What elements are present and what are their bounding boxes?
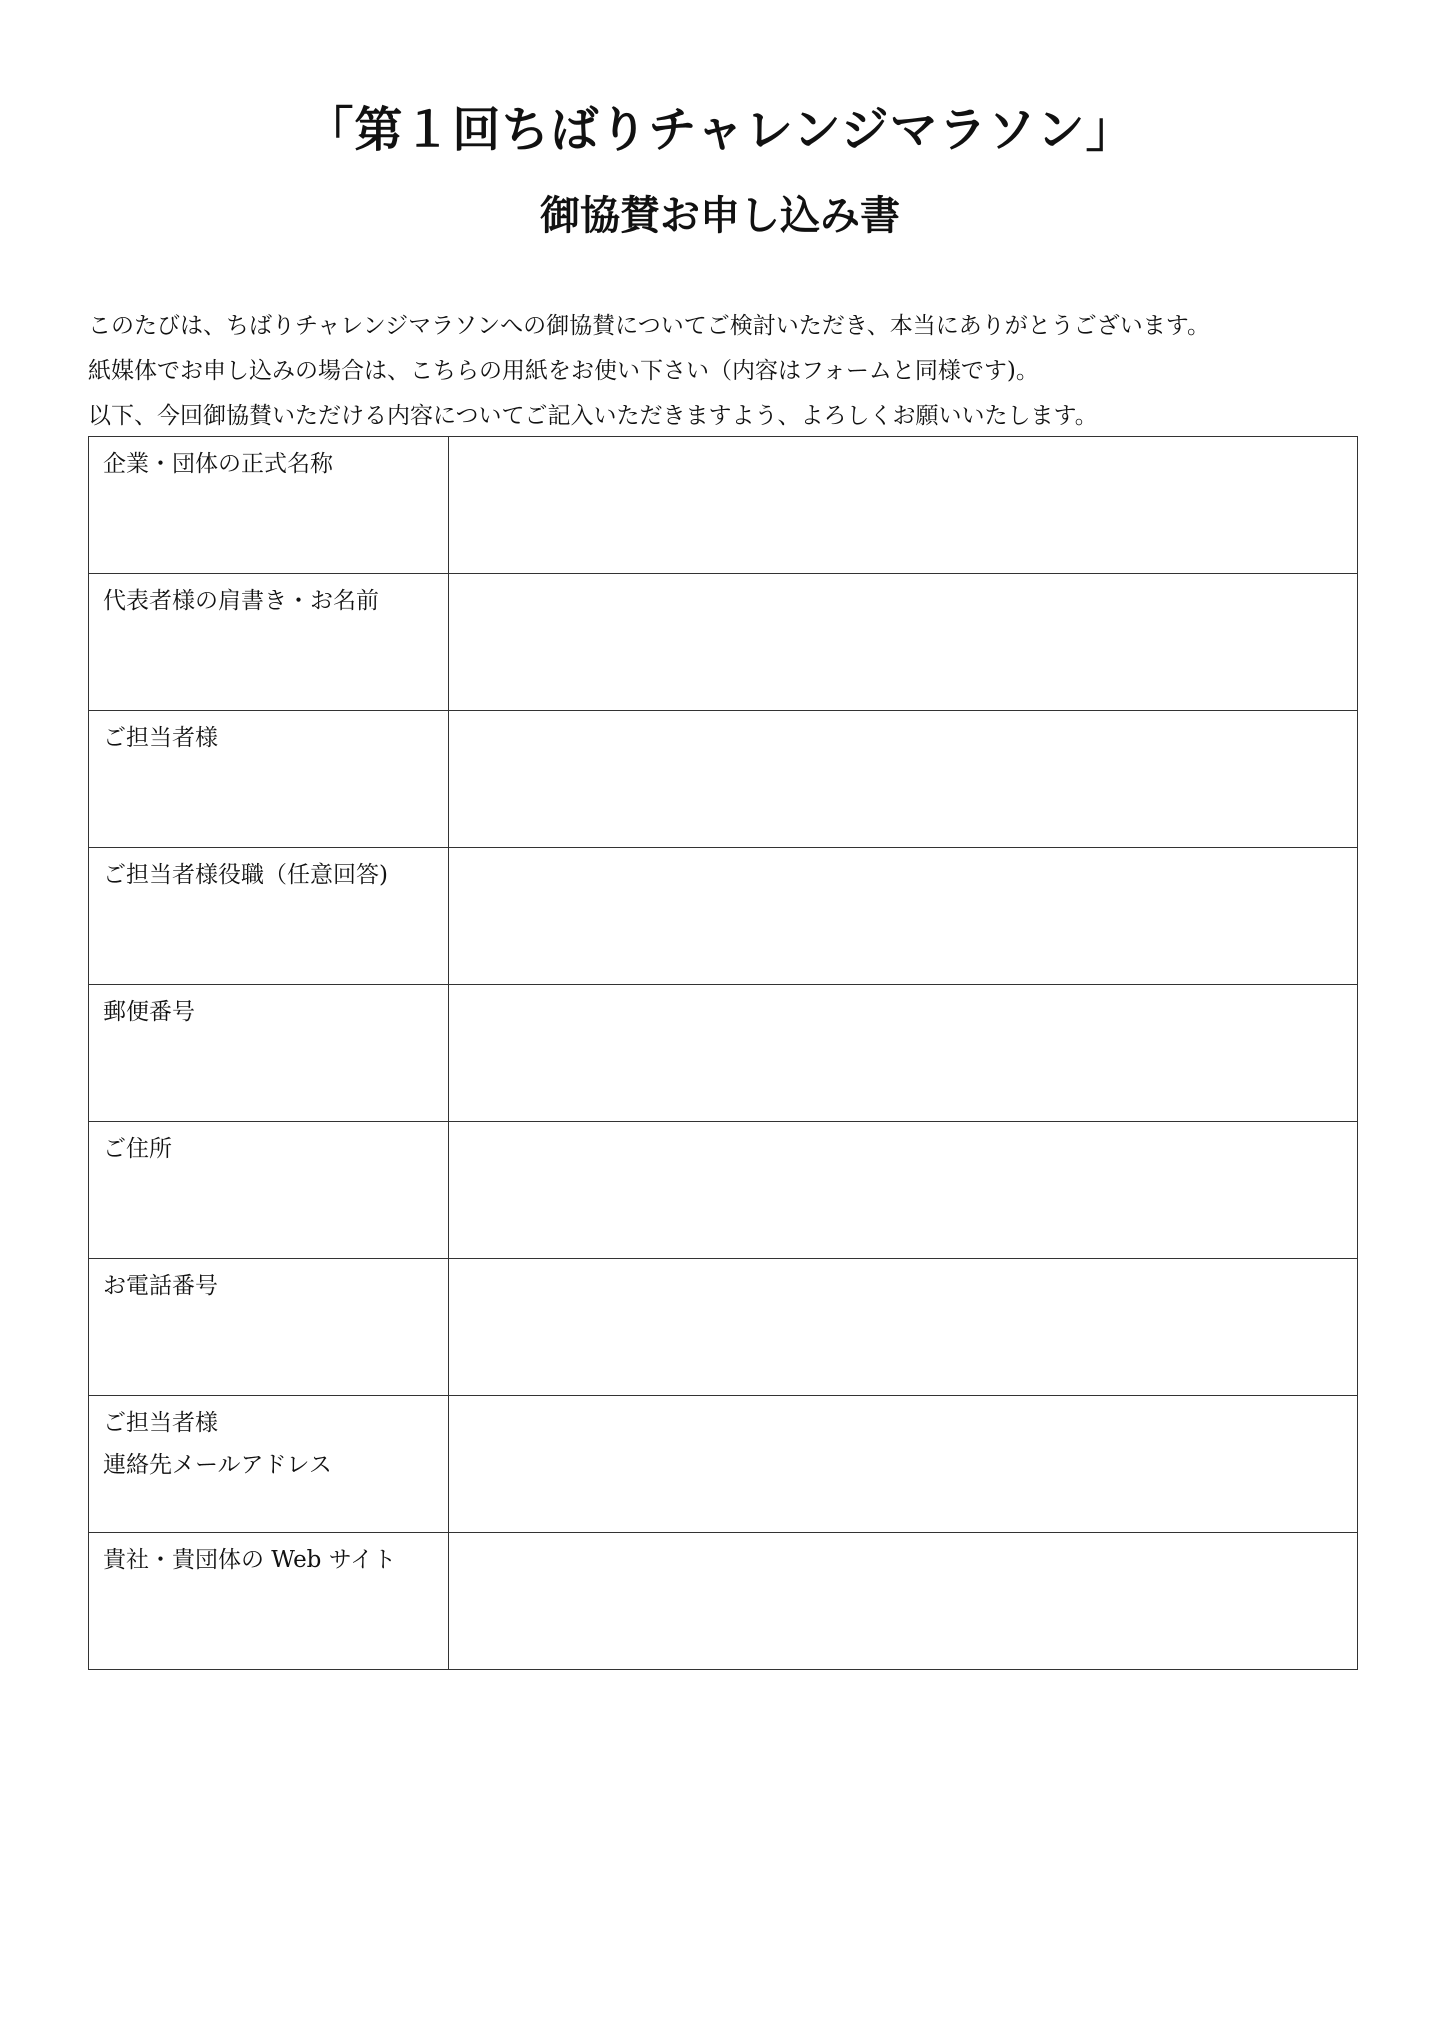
form-label-line: 企業・団体の正式名称 (103, 451, 333, 477)
form-label-line: ご担当者様役職（任意回答) (103, 862, 388, 888)
form-row-representative (89, 574, 1358, 711)
form-label (89, 1533, 449, 1670)
address-field[interactable] (449, 1122, 1358, 1259)
application-form-table (88, 436, 1358, 1670)
document-subtitle: 御協賛お申し込み書 (540, 193, 900, 239)
form-label (89, 437, 449, 574)
form-label (89, 848, 449, 985)
form-label-line: 連絡先メールアドレス (103, 1452, 332, 1478)
form-label-line: ご担当者様 (103, 725, 218, 751)
form-row-contact-title (89, 848, 1358, 985)
contact-person-field[interactable] (449, 711, 1358, 848)
company-name-field[interactable] (449, 437, 1358, 574)
form-label-line: ご住所 (103, 1136, 172, 1162)
document-title: 「第１回ちばりチャレンジマラソン」 (305, 102, 1135, 158)
intro-line: 以下、今回御協賛いただける内容についてご記入いただきますよう、よろしくお願いいたします。 (88, 403, 1098, 429)
form-row-contact-person (89, 711, 1358, 848)
intro-text (88, 304, 1368, 439)
form-label-line: 貴社・貴団体の Web サイト (103, 1547, 397, 1573)
form-row-company-name (89, 437, 1358, 574)
form-label (89, 985, 449, 1122)
representative-field[interactable] (449, 574, 1358, 711)
form-label (89, 711, 449, 848)
contact-title-field[interactable] (449, 848, 1358, 985)
form-label-line: ご担当者様 (103, 1410, 218, 1436)
form-label-line: 郵便番号 (103, 999, 195, 1025)
form-row-postal-code (89, 985, 1358, 1122)
website-field[interactable] (449, 1533, 1358, 1670)
intro-line: 紙媒体でお申し込みの場合は、こちらの用紙をお使い下さい（内容はフォームと同様です)。 (88, 358, 1039, 384)
form-row-email (89, 1396, 1358, 1533)
form-label (89, 1396, 449, 1533)
form-label (89, 1122, 449, 1259)
email-field[interactable] (449, 1396, 1358, 1533)
form-row-phone (89, 1259, 1358, 1396)
form-row-address (89, 1122, 1358, 1259)
postal-code-field[interactable] (449, 985, 1358, 1122)
form-label (89, 1259, 449, 1396)
phone-field[interactable] (449, 1259, 1358, 1396)
form-label (89, 574, 449, 711)
form-label-line: お電話番号 (103, 1273, 218, 1299)
form-label-line: 代表者様の肩書き・お名前 (103, 588, 379, 614)
form-row-website (89, 1533, 1358, 1670)
intro-line: このたびは、ちばりチャレンジマラソンへの御協賛についてご検討いただき、本当にありがとうございます。 (88, 313, 1210, 339)
